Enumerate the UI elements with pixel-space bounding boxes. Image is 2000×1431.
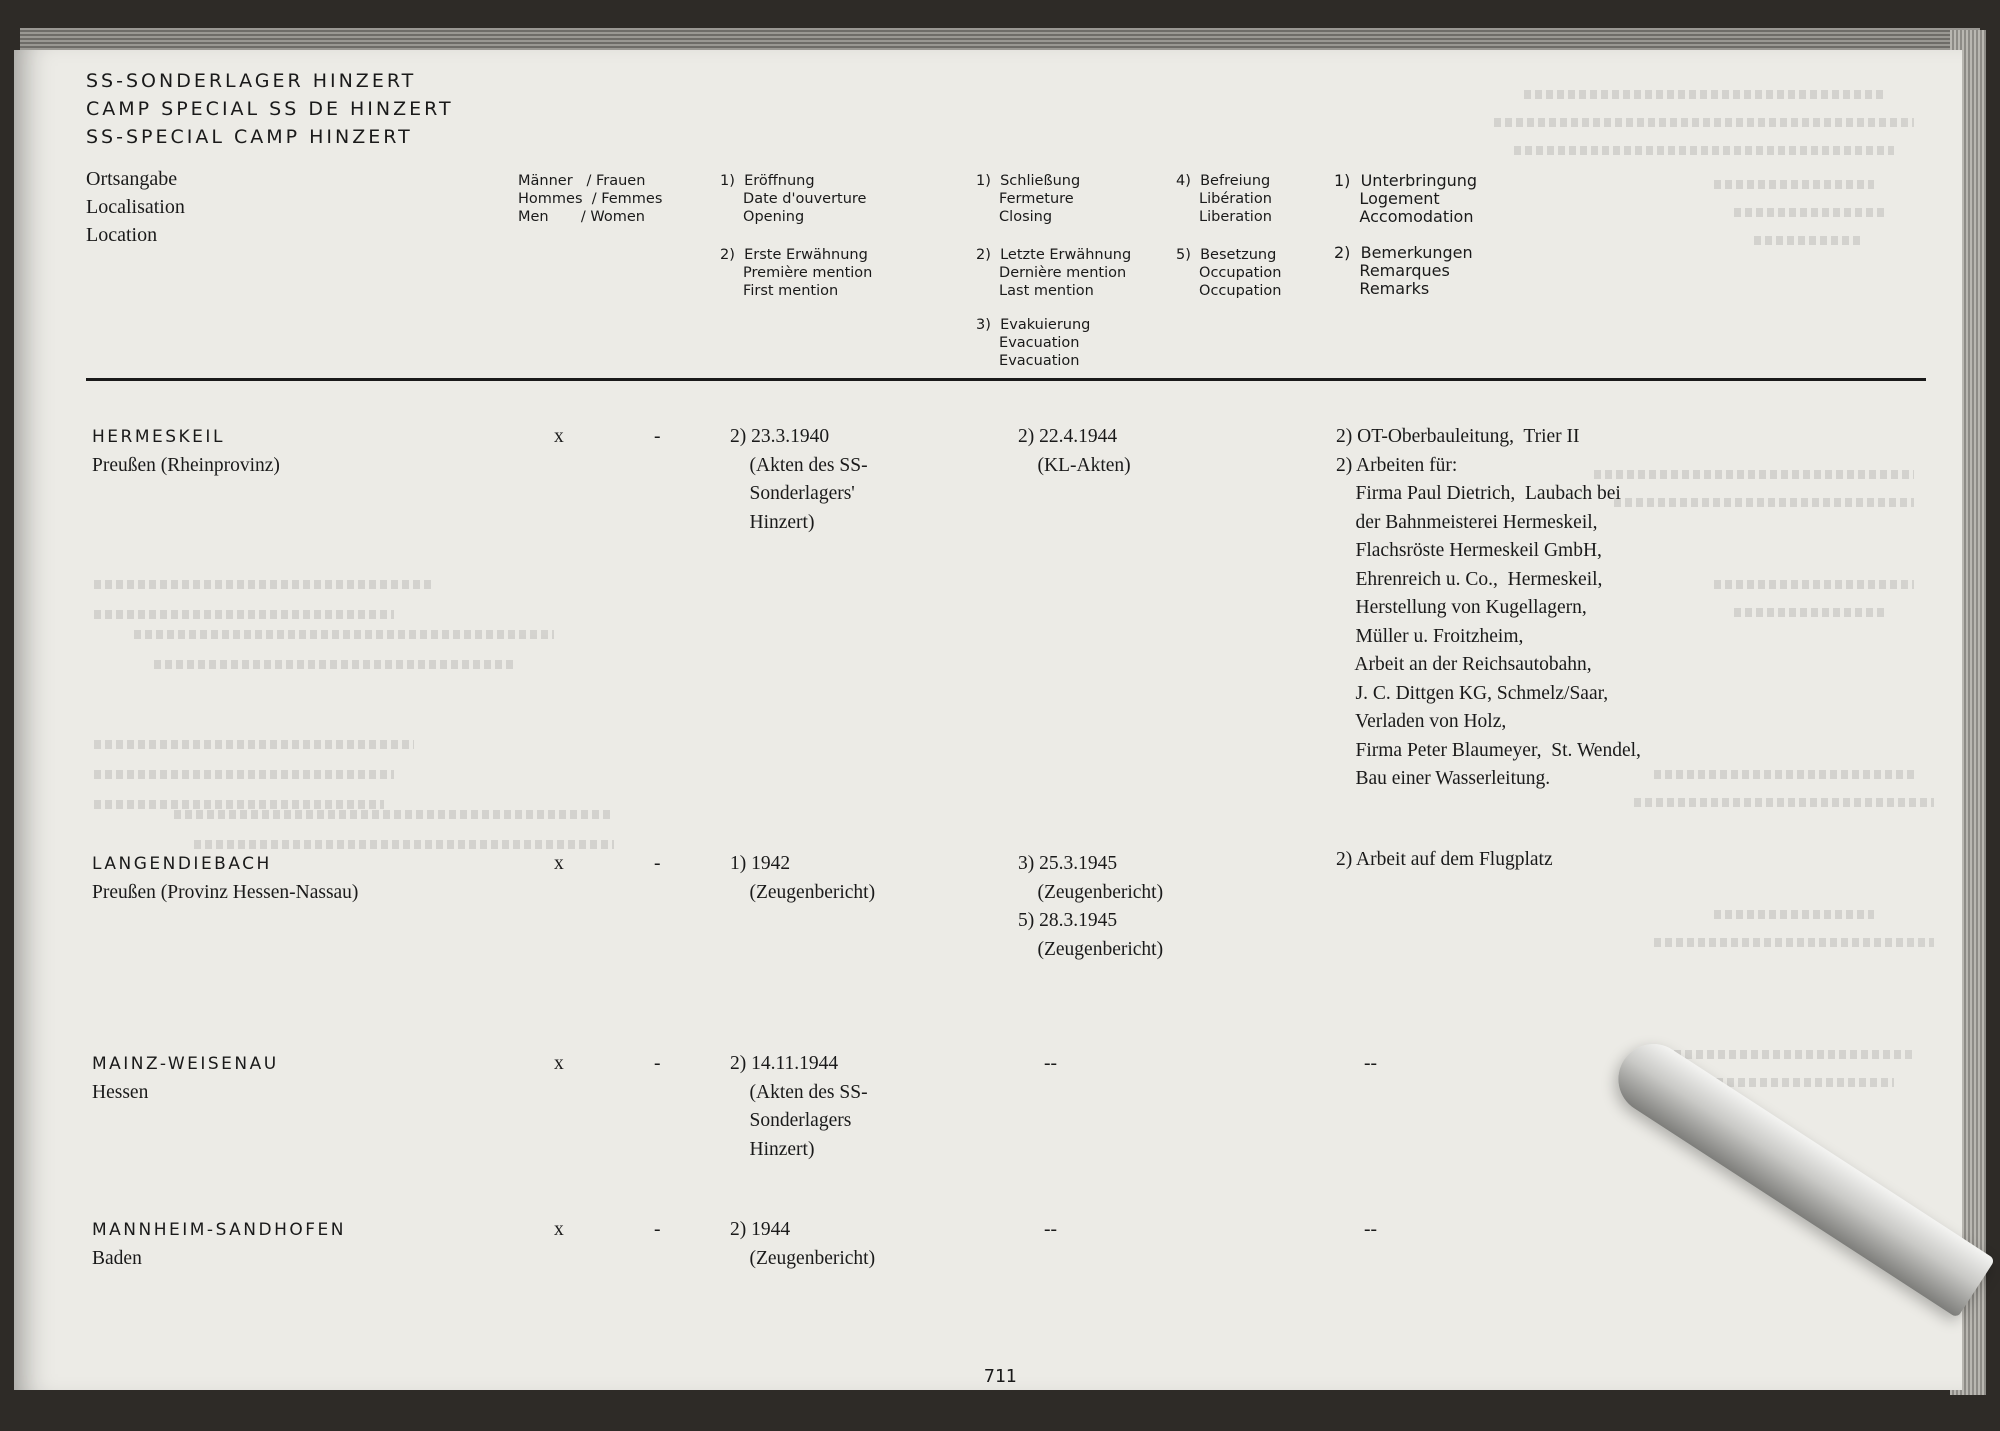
col-header-remarks: 2) Bemerkungen Remarques Remarks (1334, 243, 1473, 298)
entry-women: - (654, 1053, 661, 1074)
show-through-line (94, 740, 414, 749)
page-stack-top (20, 28, 1980, 50)
entry-closing: -- (1044, 1053, 1057, 1074)
entry-men: x (554, 426, 564, 447)
col-header-accommodation: 1) Unterbringung Logement Accomodation (1334, 171, 1478, 226)
entry-region: Hessen (92, 1082, 149, 1103)
show-through-line (1734, 208, 1884, 217)
location-heading-en: Location (86, 224, 158, 246)
entry-opening: 2) 23.3.1940 (Akten des SS- Sonderlagers' Hinzert) (730, 426, 868, 533)
show-through-line (94, 770, 394, 779)
entry-region: Preußen (Provinz Hessen-Nassau) (92, 882, 359, 903)
entry-remarks: -- (1364, 1053, 1377, 1074)
entry-remarks: 2) OT-Oberbauleitung, Trier II 2) Arbeiten für: Firma Paul Dietrich, Laubach bei der Bahnmeisterei Hermeskeil, Flachsröste Hermeskeil GmbH, Ehrenreich u. Co., Hermeskeil, Herstellung von Kugellagern, Müller u. Froitzheim, Arbeit an der Reichsautobahn, J. C. Dittgen KG, Schmelz/Saar, Verladen von Holz, Firma Peter Blaumeyer, St. Wendel, Bau einer Wasserleitung. (1336, 426, 1641, 789)
show-through-line (1524, 90, 1884, 99)
entry-opening: 2) 14.11.1944 (Akten des SS- Sonderlagers Hinzert) (730, 1053, 868, 1160)
entry-men: x (554, 1053, 564, 1074)
title-fr: CAMP SPECIAL SS DE HINZERT (86, 98, 454, 120)
entry-men: x (554, 1219, 564, 1240)
entry-closing: 2) 22.4.1944 (KL-Akten) (1018, 426, 1131, 476)
entry-name: MANNHEIM-SANDHOFEN (92, 1220, 347, 1240)
entry-opening: 1) 1942 (Zeugenbericht) (730, 853, 876, 903)
show-through-line (1714, 910, 1874, 919)
show-through-line (94, 580, 434, 589)
entry-region: Baden (92, 1248, 142, 1269)
show-through-line (1514, 146, 1894, 155)
entry-closing: -- (1044, 1219, 1057, 1240)
show-through-line (1634, 798, 1934, 807)
entry-opening: 2) 1944 (Zeugenbericht) (730, 1219, 876, 1269)
entry-name: HERMESKEIL (92, 427, 225, 447)
entry-women: - (654, 426, 661, 447)
show-through-line (1594, 470, 1914, 479)
entry-remarks: -- (1364, 1219, 1377, 1240)
header-rule (86, 378, 1926, 381)
col-header-gender: Männer / Frauen Hommes / Femmes Men / Women (518, 173, 663, 225)
entry-closing: 3) 25.3.1945 (Zeugenbericht) 5) 28.3.1945 (Zeugenbericht) (1018, 853, 1164, 960)
show-through-line (94, 610, 394, 619)
show-through-line (1494, 118, 1914, 127)
col-header-last-mention: 2) Letzte Erwähnung Dernière mention Last mention (976, 247, 1132, 299)
entry-region: Preußen (Rheinprovinz) (92, 455, 280, 476)
show-through-line (1754, 236, 1864, 245)
show-through-line (1714, 580, 1914, 589)
pen-object (1605, 1031, 1995, 1318)
location-heading-fr: Localisation (86, 196, 185, 218)
show-through-line (1734, 608, 1884, 617)
book-page (14, 50, 1962, 1390)
col-header-closing: 1) Schließung Fermeture Closing (976, 173, 1081, 225)
show-through-line (1714, 180, 1874, 189)
page-number: 711 (984, 1366, 1017, 1387)
title-de: SS-SONDERLAGER HINZERT (86, 70, 417, 92)
entry-women: - (654, 853, 661, 874)
show-through-line (1614, 498, 1914, 507)
col-header-evacuation: 3) Evakuierung Evacuation Evacuation (976, 317, 1091, 369)
entry-women: - (654, 1219, 661, 1240)
col-header-first-mention: 2) Erste Erwähnung Première mention First mention (720, 247, 873, 299)
show-through-line (1654, 938, 1934, 947)
entry-remarks: 2) Arbeit auf dem Flugplatz (1336, 849, 1553, 870)
show-through-line (1654, 770, 1914, 779)
location-heading-de: Ortsangabe (86, 168, 178, 190)
show-through-line (134, 630, 554, 639)
show-through-line (1674, 1050, 1914, 1059)
col-header-opening: 1) Eröffnung Date d'ouverture Opening (720, 173, 867, 225)
col-header-liberation: 4) Befreiung Libération Liberation (1176, 173, 1272, 225)
entry-name: LANGENDIEBACH (92, 854, 272, 874)
show-through-line (194, 840, 614, 849)
show-through-line (174, 810, 614, 819)
title-en: SS-SPECIAL CAMP HINZERT (86, 126, 413, 148)
col-header-occupation: 5) Besetzung Occupation Occupation (1176, 247, 1282, 299)
entry-name: MAINZ-WEISENAU (92, 1054, 279, 1074)
entry-men: x (554, 853, 564, 874)
show-through-line (154, 660, 514, 669)
show-through-line (94, 800, 384, 809)
